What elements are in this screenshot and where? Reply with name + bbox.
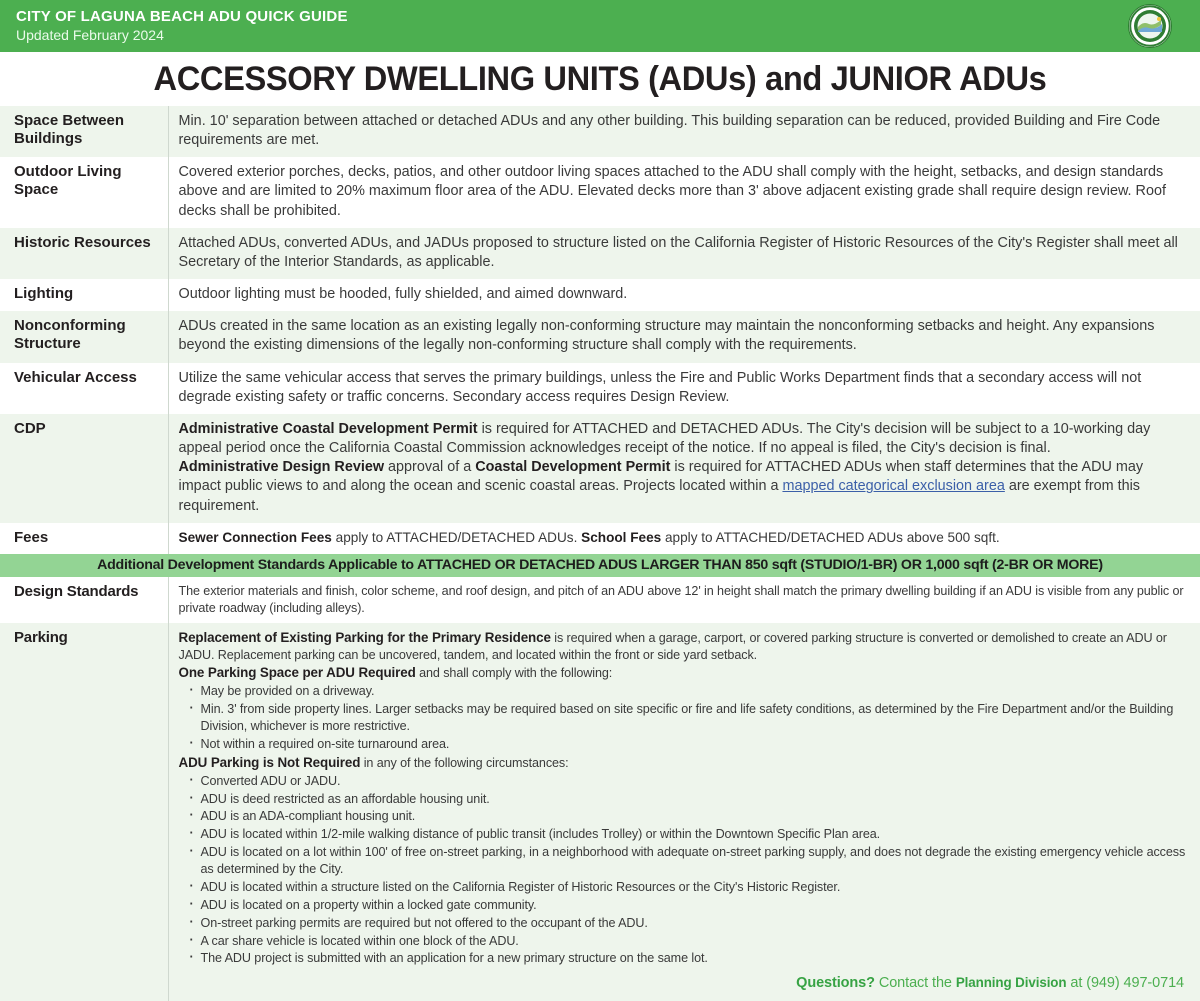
header-updated-date: Updated February 2024	[16, 27, 164, 44]
footer-questions-label: Questions?	[796, 975, 875, 992]
cdp-p1-bold: Administrative Coastal Development Permit	[178, 420, 478, 437]
row-label: Historic Resources	[0, 228, 168, 279]
list-item: · ADU is an ADA-compliant housing unit.	[201, 808, 1187, 825]
row-body	[168, 523, 1200, 554]
parking-not-required-rest: in any of the following circumstances:	[360, 755, 569, 770]
parking-not-required-heading	[179, 754, 1187, 772]
row-label: Lighting	[0, 279, 168, 311]
adu-standards-table	[0, 106, 1200, 1001]
row-body: ADUs created in the same location as an existing legally non-conforming structure may maintain the nonconforming setbacks and height. Any expansions beyond the existing dimensions of the legally non-conforming structure shall comply with the requirements.	[168, 311, 1200, 362]
list-item: · Not within a required on-site turnaround area.	[201, 736, 1187, 753]
list-item: · A car share vehicle is located within one block of the ADU.	[201, 933, 1187, 950]
table-row	[0, 311, 1200, 362]
page-title: ACCESSORY DWELLING UNITS (ADUs) and JUNIOR ADUs	[153, 60, 1047, 98]
list-item: · The ADU project is submitted with an application for a new primary structure on the same lot.	[201, 950, 1187, 967]
fees-end: apply to ATTACHED/DETACHED ADUs above 500 sqft.	[661, 529, 1000, 545]
table-row	[0, 106, 1200, 157]
section-banner-text: Additional Development Standards Applicable to ATTACHED OR DETACHED ADUS LARGER THAN 850 sqft (STUDIO/1-BR) OR 1,000 sqft (2-BR OR MORE)	[0, 554, 1200, 577]
row-label: CDP	[0, 414, 168, 523]
table-row	[0, 228, 1200, 279]
row-body	[168, 623, 1200, 1000]
table-row-design-standards	[0, 577, 1200, 624]
list-item: · Converted ADU or JADU.	[201, 773, 1187, 790]
row-body: Min. 10' separation between attached or detached ADUs and any other building. This building separation can be reduced, provided Building and Fire Code requirements are met.	[168, 106, 1200, 157]
row-label: Parking	[0, 623, 168, 1000]
table-row	[0, 157, 1200, 227]
row-body	[168, 414, 1200, 523]
cdp-p2-mid-1: approval of a	[384, 459, 476, 476]
footer-contact-line	[179, 968, 1187, 993]
row-body: Covered exterior porches, decks, patios, and other outdoor living spaces attached to the ADU shall comply with the height, setbacks, and design standards above and are limited to 20% maximum floor area of the ADU. Elevated decks more than 3' above adjacent existing grade shall require design review. Roof decks shall be prohibited.	[168, 157, 1200, 227]
parking-replacement-paragraph	[179, 629, 1187, 664]
cdp-paragraph-2	[179, 458, 1187, 515]
row-body: Utilize the same vehicular access that serves the primary buildings, unless the Fire and Public Works Department finds that a secondary access will not degrade existing safety or traffic concerns. Secondary access requires Design Review.	[168, 363, 1200, 414]
parking-one-space-heading	[179, 664, 1187, 682]
cdp-p2-end: are exempt from this requirement.	[178, 478, 1141, 514]
list-item: · May be provided on a driveway.	[201, 683, 1187, 700]
parking-one-space-bullets	[179, 683, 1187, 753]
header-title: CITY OF LAGUNA BEACH ADU QUICK GUIDE	[16, 8, 348, 26]
list-item: · Min. 3' from side property lines. Larger setbacks may be required based on site specific or fire and life safety conditions, as determined by the Fire Department and/or the Building Division, whichever is more restrictive.	[201, 701, 1187, 735]
fees-mid-1: apply to ATTACHED/DETACHED ADUs.	[331, 529, 582, 545]
page-header	[0, 0, 1200, 52]
city-seal-icon	[1128, 4, 1172, 48]
table-row	[0, 363, 1200, 414]
cdp-p2-bold-1: Administrative Design Review	[178, 459, 385, 476]
row-label: Nonconforming Structure	[0, 311, 168, 362]
list-item: · ADU is located within 1/2-mile walking distance of public transit (includes Trolley) or within the Downtown Specific Plan area.	[201, 826, 1187, 843]
table-row	[0, 279, 1200, 311]
list-item: · On-street parking permits are required but not offered to the occupant of the ADU.	[201, 915, 1187, 932]
row-body: Attached ADUs, converted ADUs, and JADUs proposed to structure listed on the California Register of Historic Resources of the City's Register shall meet all Secretary of the Interior Standards, as applicable.	[168, 228, 1200, 279]
parking-replacement-rest: is required when a garage, carport, or covered parking structure is converted or demolished to create an ADU or JADU. Replacement parking can be uncovered, tandem, and located within the front or side yard setback.	[178, 631, 1167, 663]
parking-one-space-bold: One Parking Space per ADU Required	[178, 665, 416, 681]
parking-not-required-bold: ADU Parking is Not Required	[178, 754, 361, 770]
list-item: · ADU is located within a structure listed on the California Register of Historic Resources or the City's Historic Register.	[201, 879, 1187, 896]
header-text-block	[16, 9, 348, 42]
table-row-parking	[0, 623, 1200, 1000]
table-row-fees	[0, 523, 1200, 554]
table-row-cdp	[0, 414, 1200, 523]
fees-bold-2: School Fees	[581, 529, 662, 545]
footer-phone-pre: at	[1066, 975, 1087, 992]
row-label: Space Between Buildings	[0, 106, 168, 157]
row-label: Outdoor Living Space	[0, 157, 168, 227]
parking-one-space-rest: and shall comply with the following:	[415, 666, 613, 681]
row-label: Design Standards	[0, 577, 168, 624]
footer-phone-number: (949) 497-0714	[1086, 975, 1184, 992]
cdp-p2-bold-2: Coastal Development Permit	[475, 459, 671, 476]
footer-planning-division: Planning Division	[955, 975, 1067, 991]
list-item: · ADU is located on a lot within 100' of free on-street parking, in a neighborhood with adequate on-street parking supply, and does not degrade the existing emergency vehicle access as determined by the City.	[201, 844, 1187, 878]
mapped-categorical-exclusion-area-link[interactable]: mapped categorical exclusion area	[782, 478, 1005, 495]
fees-bold-1: Sewer Connection Fees	[178, 529, 332, 545]
list-item: · ADU is deed restricted as an affordable housing unit.	[201, 791, 1187, 808]
row-body: The exterior materials and finish, color scheme, and roof design, and pitch of an ADU above 12' in height shall match the primary dwelling building if an ADU is visible from any public or private roadway (including alleys).	[168, 577, 1200, 624]
parking-replacement-bold: Replacement of Existing Parking for the Primary Residence	[178, 630, 551, 646]
cdp-p2-mid-2: is required for ATTACHED ADUs when staff determines that the ADU may impact public views to and along the ocean and scenic coastal areas. Projects located within a	[178, 459, 1144, 495]
table-body	[0, 106, 1200, 1001]
parking-not-required-bullets	[179, 773, 1187, 968]
cdp-paragraph-1	[179, 420, 1187, 458]
footer-contact-mid: Contact the	[874, 975, 956, 992]
list-item: · ADU is located on a property within a locked gate community.	[201, 897, 1187, 914]
row-body: Outdoor lighting must be hooded, fully shielded, and aimed downward.	[168, 279, 1200, 311]
row-label: Fees	[0, 523, 168, 554]
section-banner	[0, 554, 1200, 577]
cdp-p1-rest: is required for ATTACHED and DETACHED ADUs. The City's decision will be subject to a 10-working day appeal period once the California Coastal Commission acknowledges receipt of the notice. If no appeal is filed, the City's decision is final.	[178, 420, 1151, 457]
row-label: Vehicular Access	[0, 363, 168, 414]
